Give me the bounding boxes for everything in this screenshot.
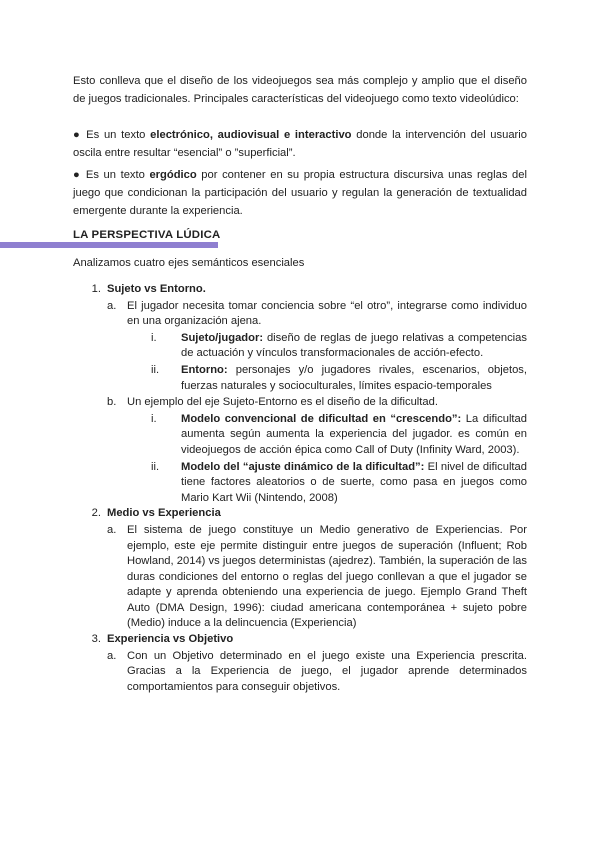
list-letter: a. [107,299,117,312]
list-term: Modelo convencional de dificultad en “crescendo”: [181,412,462,425]
bullet-icon: ● [73,129,82,141]
outline-item-1b-i [73,412,527,459]
outline-item-1a [73,299,527,330]
outline-item-1a-i [73,331,527,362]
list-title: Sujeto vs Entorno. [107,283,206,295]
list-text: El sistema de juego constituye un Medio generativo de Experiencias. Por ejemplo, este eje permite distinguir entre juegos de superación (Influent; Rob Howland, 2014) vs juegos deterministas (ajedrez). También, la superación de las duras condiciones del entorno o reglas del juego conllevan a que el jugador se adapte y aprenda obteniendo una experiencia de juego. Ejemplo Grand Theft Auto (DMA Design, 1996): ciudad americana contemporánea + sujeto pobre (Medio) induce a la delincuencia (Experiencia) [127,523,527,630]
list-term: Sujeto/jugador: [181,331,264,344]
list-desc: La dificultad aumenta según aumenta la experiencia del jugador. es común en videojuegos de acción épica como Call of Duty (Infinity Ward, 2003). [181,412,527,456]
list-number: 3. [91,633,101,646]
list-roman: i. [151,331,157,344]
bullet-paragraph-ergodic [73,166,527,220]
outline-item-2 [73,506,527,522]
list-roman: i. [151,412,157,425]
outline-item-3 [73,632,527,648]
list-text [181,363,527,394]
bullet-text-post: por contener en su propia estructura discursiva unas reglas del juego que condicionan la participación del usuario y regulan la generación de textualidad emergente durante la experiencia. [73,169,527,217]
list-term: Entorno: [181,363,228,376]
outline-item-3a [73,649,527,696]
list-letter: a. [107,523,117,536]
list-desc: diseño de reglas de juego relativas a competencias de actuación y vínculos transformacionales de acción-efecto. [181,331,527,360]
list-text: Con un Objetivo determinado en el juego existe una Experiencia prescrita. Gracias a la Experiencia de juego, el jugador aprende determinados comportamientos para conseguir objetivos. [127,649,527,693]
list-number: 2. [91,507,101,520]
bullet-icon: ● [73,169,82,181]
list-letter: a. [107,649,117,662]
list-number: 1. [91,283,101,295]
list-text [181,331,527,362]
section-heading: LA PERSPECTIVA LÚDICA [73,229,221,241]
intro-paragraph: Esto conlleva que el diseño de los videojuegos sea más complejo y amplio que el diseño de juegos tradicionales. Principales características del videojuego como texto videolúdico: [73,75,527,105]
list-roman: ii. [151,460,160,473]
section-subheading: Analizamos cuatro ejes semánticos esenciales [73,257,305,269]
list-desc: personajes y/o jugadores rivales, escenarios, objetos, fuerzas naturales y socioculturales, límites espacio-temporales [181,363,527,392]
bullet-text-bold: electrónico, audiovisual e interactivo [150,129,352,141]
list-desc: El nivel de dificultad tiene factores aleatorios o de suerte, como pasa en juegos como Mario Kart Wii (Nintendo, 2008) [181,460,527,504]
list-term: Modelo del “ajuste dinámico de la dificultad”: [181,460,425,473]
list-title: Experiencia vs Objetivo [107,633,234,646]
list-text: Un ejemplo del eje Sujeto-Entorno es el diseño de la dificultad. [127,396,438,409]
list-title: Medio vs Experiencia [107,507,221,520]
outline-item-1 [73,282,527,298]
outline-item-2a [73,523,527,632]
bullet-text-pre: Es un texto [86,129,151,141]
list-text [181,412,527,459]
outline-item-1b-ii [73,460,527,507]
outline-list [73,282,527,695]
bullet-text-post: donde la intervención del usuario oscila entre resultar “esencial” o ”superficial”. [73,129,527,159]
outline-item-1a-ii [73,363,527,394]
bullet-text-pre: Es un texto [85,169,150,181]
list-text [181,460,527,507]
bullet-text-bold: ergódico [149,169,197,181]
list-roman: ii. [151,363,160,376]
list-text: El jugador necesita tomar conciencia sobre “el otro”, integrarse como individuo en una organización ajena. [127,299,527,328]
bullet-paragraph-electronic [73,126,527,162]
outline-item-1b [73,395,527,411]
list-letter: b. [107,396,117,409]
heading-accent-bar [0,242,218,248]
